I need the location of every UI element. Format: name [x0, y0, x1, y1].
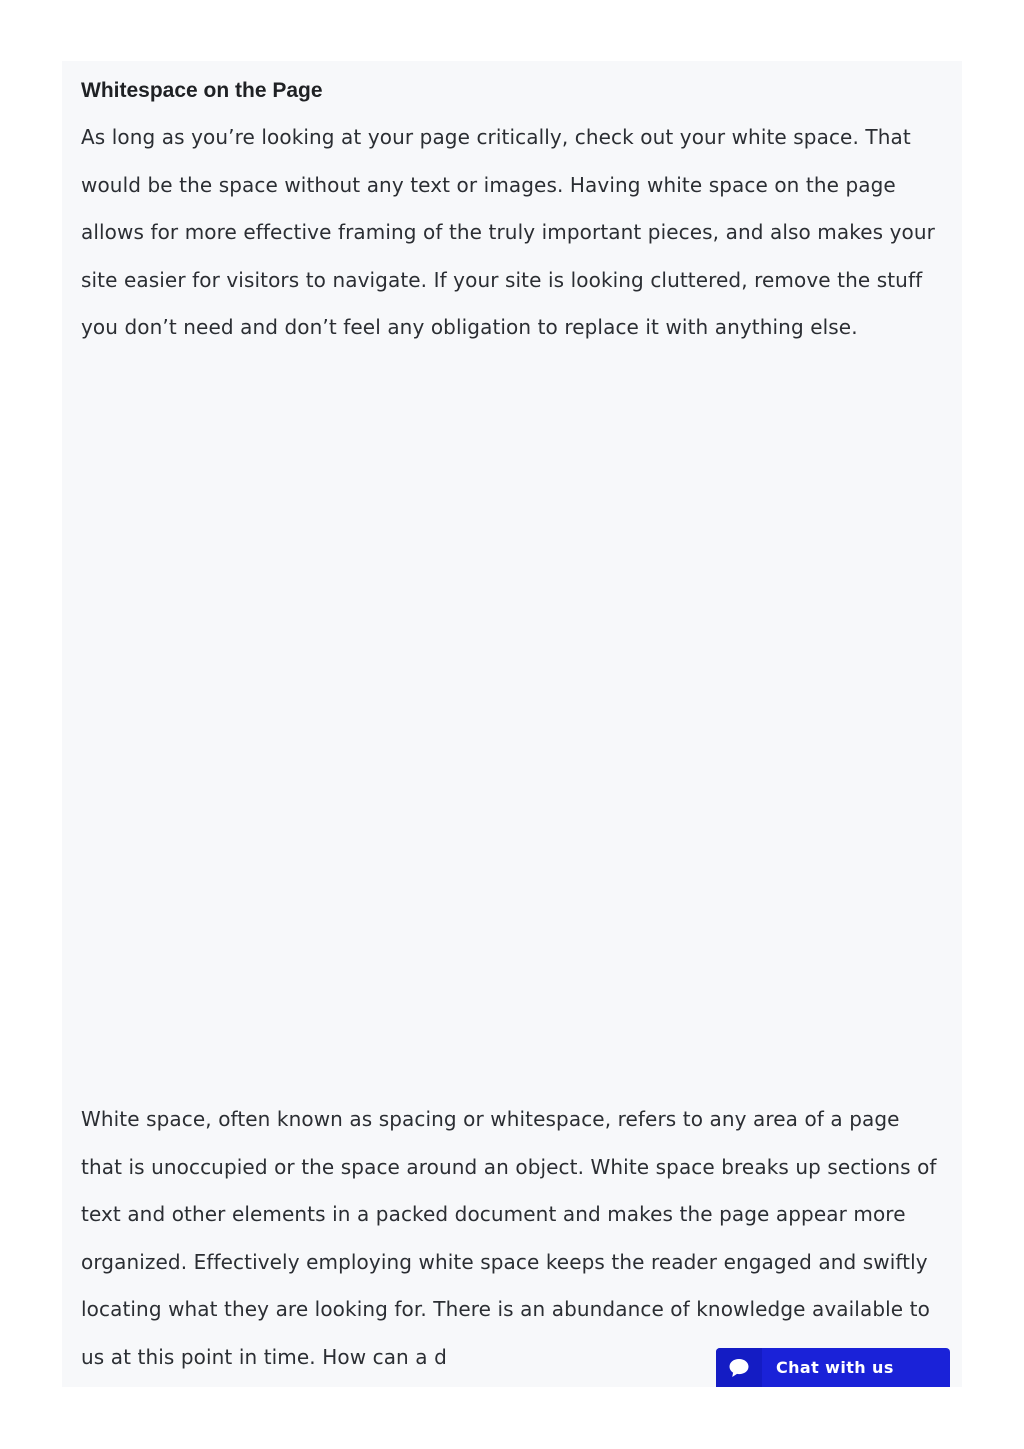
article-card: [62, 61, 962, 1387]
paragraph-whitespace-intro: As long as you’re looking at your page critically, check out your white space. That would be the space without any text or images. Having white space on the page allows for more effective framing of the truly important pieces, and also makes your site easier for visitors to navigate. If your site is looking cluttered, remove the stuff you don’t need and don’t feel any obligation to replace it with anything else.: [81, 125, 935, 340]
paragraph-whitespace-definition: White space, often known as spacing or whitespace, refers to any area of a page that is unoccupied or the space around an object. White space breaks up sections of text and other elements in a packed document and makes the page appear more organized. Effectively employing white space keeps the reader engaged and swiftly locating what they are looking for. There is an abundance of knowledge available to us at this point in time. How can a d: [81, 1107, 937, 1369]
chat-bubble-icon: [728, 1358, 750, 1378]
chat-with-us-button[interactable]: [716, 1348, 950, 1387]
chat-button-label: Chat with us: [776, 1358, 894, 1377]
chat-icon-container: [716, 1348, 762, 1387]
section-heading: Whitespace on the Page: [81, 79, 323, 102]
